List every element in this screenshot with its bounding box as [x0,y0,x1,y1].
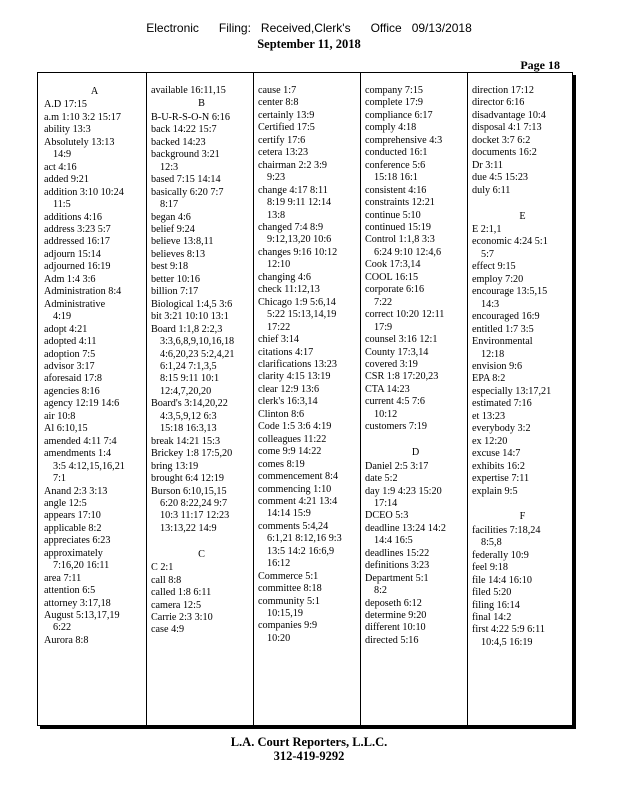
index-entry: A.D 17:15 [44,99,88,111]
section-letter: B [198,98,205,110]
index-entry: adjourned 16:19 [44,261,111,273]
index-entry: Cook 17:3,14 [365,259,421,271]
index-entry: changed 7:4 8:9 [258,221,324,233]
filing-stamp: Electronic Filing: Received,Clerk's Office 09/13/2018 [146,21,472,35]
page-number: Page 18 [520,58,560,72]
index-entry: deadline 13:24 14:2 [365,522,446,534]
index-entry: comes 8:19 [258,458,305,470]
index-entry: constraints 12:21 [365,197,435,209]
filing-date: September 11, 2018 [257,37,361,51]
index-entry: Daniel 2:5 3:17 [365,460,429,472]
index-entry: corporate 6:16 [365,284,425,296]
index-entry: director 6:16 [472,97,525,109]
index-entry: based 7:15 14:14 [151,174,221,186]
index-entry: clarity 4:15 13:19 [258,371,331,383]
index-entry: Brickey 1:8 17:5,20 [151,448,233,460]
index-entry: direction 17:12 [472,85,534,96]
index-entry: call 8:8 [151,574,182,586]
index-entry: agency 12:19 14:6 [44,398,120,410]
index-entry: deadlines 15:22 [365,547,430,559]
index-entry: break 14:21 15:3 [151,435,221,447]
index-entry: 12:4,7,20,20 [160,385,212,397]
index-entry: encourage 13:5,15 [472,286,548,298]
index-entry: file 14:4 16:10 [472,574,532,586]
index-entry: called 1:8 6:11 [151,587,212,599]
index-entry: due 4:5 15:23 [472,172,529,184]
index-entry: bit 3:21 10:10 13:1 [151,311,229,323]
index-entry: 6:1,21 8:12,16 9:3 [267,533,342,545]
section-letter: D [411,447,420,459]
index-entry: correct 10:20 12:11 [365,309,445,321]
index-entry: 12:3 [160,161,179,173]
index-entry: continue 5:10 [365,209,421,221]
index-entry: believe 13:8,11 [151,236,214,248]
index-entry: 9:12,13,20 10:6 [267,234,332,246]
index-entry: duly 6:11 [472,184,511,196]
index-entry: 3:5 4:12,15,16,21 [53,460,125,472]
index-entry: 12:18 [481,348,505,360]
index-entry: 17:14 [374,497,398,509]
index-entry: address 3:23 5:7 [44,223,111,235]
index-entry: center 8:8 [258,97,299,109]
index-entry: complete 17:9 [365,97,423,109]
index-entry: entitled 1:7 3:5 [472,323,534,335]
index-entry: estimated 7:16 [472,398,532,410]
index-entry: 5:22 15:13,14,19 [267,309,337,321]
index-entry: billion 7:17 [151,286,199,298]
section-letter: F [519,511,526,523]
index-entry: adoption 7:5 [44,348,96,360]
index-entry: come 9:9 14:22 [258,446,322,458]
index-entry: effect 9:15 [472,261,516,273]
index-entry: chairman 2:2 3:9 [258,159,328,171]
index-entry: 16:12 [267,558,291,570]
index-entry: C 2:1 [151,562,174,574]
index-entry: adopt 4:21 [44,323,88,335]
index-entry: economic 4:24 5:1 [472,236,548,248]
index-entry: Environmental [472,336,533,348]
index-entry: 8:15 9:11 10:1 [160,373,220,385]
index-entry: facilities 7:18,24 [472,524,541,536]
index-entry: camera 12:5 [151,599,202,611]
index-entry: 10:20 [267,632,291,644]
index-entry: angle 12:5 [44,497,87,509]
index-entry: Chicago 1:9 5:6,14 [258,296,336,308]
index-entry: believes 8:13 [151,248,206,260]
index-entry: 10:4,5 16:19 [481,636,533,648]
index-entry: 17:22 [267,321,291,333]
index-entry: aforesaid 17:8 [44,373,102,385]
index-entry: Al 6:10,15 [44,423,88,435]
index-entry: ex 12:20 [472,435,508,447]
index-entry: 7:16,20 16:11 [53,560,110,572]
index-entry: 6:24 9:10 12:4,6 [374,246,442,258]
index-entry: determine 9:20 [365,610,427,622]
index-entry: area 7:11 [44,572,82,584]
index-entry: back 14:22 15:7 [151,124,217,136]
index-entry: 7:1 [53,473,67,485]
index-entry: commencement 8:4 [258,471,339,483]
index-entry: 8:17 [160,199,179,211]
column-divider [360,73,361,725]
index-entry: expertise 7:11 [472,473,530,485]
index-entry: 14:14 15:9 [267,508,311,520]
index-entry: cetera 13:23 [258,147,309,159]
index-entry: encouraged 16:9 [472,311,540,323]
index-entry: 14:9 [53,149,72,161]
index-entry: 13:8 [267,209,286,221]
index-entry: added 9:21 [44,174,89,186]
index-entry: feel 9:18 [472,562,508,574]
index-entry: clear 12:9 13:6 [258,383,320,395]
index-entry: Absolutely 13:13 [44,136,115,148]
index-entry: EPA 8:2 [472,373,506,385]
index-entry: a.m 1:10 3:2 15:17 [44,111,121,123]
index-entry: disadvantage 10:4 [472,109,546,121]
index-entry: date 5:2 [365,473,398,485]
index-column-1 [44,85,145,715]
index-entry: appreciates 6:23 [44,535,111,547]
index-entry: addressed 16:17 [44,236,110,248]
index-entry: backed 14:23 [151,136,206,148]
index-entry: Certified 17:5 [258,122,315,134]
index-entry: changes 9:16 10:12 [258,246,338,258]
index-entry: disposal 4:1 7:13 [472,122,542,134]
index-entry: commencing 1:10 [258,483,332,495]
index-entry: amended 4:11 7:4 [44,435,117,447]
index-entry: 4:6,20,23 5:2,4,21 [160,348,235,360]
index-entry: agencies 8:16 [44,385,100,397]
index-entry: Burson 6:10,15,15 [151,485,227,497]
index-entry [472,197,573,209]
index-entry: case 4:9 [151,624,185,636]
index-entry: filing 16:14 [472,599,520,611]
index-entry: 17:9 [374,321,393,333]
index-entry: exhibits 16:2 [472,460,525,472]
index-entry: company 7:15 [365,85,424,96]
index-entry: 6:20 8:22,24 9:7 [160,497,228,509]
index-entry: 5:7 [481,248,495,260]
index-entry: documents 16:2 [472,147,537,159]
index-entry: approximately [44,547,103,559]
index-entry: 7:22 [374,296,393,308]
index-entry: CSR 1:8 17:20,23 [365,371,439,383]
index-entry: check 11:12,13 [258,284,320,296]
index-entry: better 10:16 [151,273,200,285]
index-entry: counsel 3:16 12:1 [365,334,438,346]
index-entry: County 17:3,14 [365,346,429,358]
index-entry: Biological 1:4,5 3:6 [151,298,233,310]
section-letter: A [90,86,99,97]
index-entry: advisor 3:17 [44,360,95,372]
index-entry: filed 5:20 [472,587,512,599]
index-entry: additions 4:16 [44,211,103,223]
index-entry: available 16:11,15 [151,85,226,96]
index-entry: 9:23 [267,172,286,184]
reporter-phone: 312-419-9292 [273,749,345,763]
index-entry: Dr 3:11 [472,159,504,171]
index-entry: 8:19 9:11 12:14 [267,197,332,209]
index-entry: E 2:1,1 [472,223,502,235]
index-entry: definitions 3:23 [365,560,430,572]
index-entry: envision 9:6 [472,360,523,372]
index-entry: final 14:2 [472,612,512,624]
index-column-5 [472,85,573,715]
index-entry: 13:13,22 14:9 [160,522,217,534]
index-entry: 15:18 16:3,13 [160,423,217,435]
index-entry: especially 13:17,21 [472,385,552,397]
index-entry: compliance 6:17 [365,109,433,121]
index-entry: conference 5:6 [365,159,426,171]
index-entry: 12:10 [267,259,291,271]
index-entry: 11:5 [53,199,71,211]
index-entry: 4:19 [53,311,72,323]
index-entry: changing 4:6 [258,271,311,283]
index-entry: certainly 13:9 [258,109,315,121]
index-entry: CTA 14:23 [365,383,410,395]
index-entry: Administration 8:4 [44,286,122,298]
index-column-2 [151,85,252,715]
index-entry: certify 17:6 [258,134,306,146]
index-entry: et 13:23 [472,410,506,422]
index-entry: 4:3,5,9,12 6:3 [160,410,217,422]
index-entry: ability 13:3 [44,124,91,136]
section-letter: E [519,210,526,222]
word-index-box [37,72,573,726]
index-entry: comprehensive 4:3 [365,134,443,146]
index-entry: change 4:17 8:11 [258,184,328,196]
index-entry: 14:4 16:5 [374,535,413,547]
index-entry: chief 3:14 [258,334,300,346]
index-entry: 10:3 11:17 12:23 [160,510,230,522]
index-entry: basically 6:20 7:7 [151,186,224,198]
column-divider [253,73,254,725]
column-divider [146,73,147,725]
index-entry: DCEO 5:3 [365,510,409,522]
index-entry: amendments 1:4 [44,448,112,460]
index-entry: conducted 16:1 [365,147,428,159]
index-entry: committee 8:18 [258,583,322,595]
index-entry: Board 1:1,8 2:2,3 [151,323,223,335]
index-entry: appears 17:10 [44,510,101,522]
index-entry: current 4:5 7:6 [365,396,425,408]
index-entry: directed 5:16 [365,634,419,646]
index-entry: clarifications 13:23 [258,358,337,370]
index-entry: excuse 14:7 [472,448,521,460]
index-entry: companies 9:9 [258,620,318,632]
index-entry: background 3:21 [151,149,220,161]
index-entry: Commerce 5:1 [258,570,319,582]
index-entry: COOL 16:15 [365,271,419,283]
index-entry: different 10:10 [365,622,426,634]
index-entry: August 5:13,17,19 [44,610,120,622]
index-entry: Clinton 8:6 [258,408,305,420]
index-entry: employ 7:20 [472,273,524,285]
index-entry: 14:3 [481,298,500,310]
index-entry: citations 4:17 [258,346,314,358]
index-entry: brought 6:4 12:19 [151,473,225,485]
index-entry: first 4:22 5:9 6:11 [472,624,545,636]
index-entry: 3:3,6,8,9,10,16,18 [160,336,235,348]
index-entry: customers 7:19 [365,421,427,433]
index-entry: bring 13:19 [151,460,199,472]
index-entry: explain 9:5 [472,485,518,497]
index-entry: Anand 2:3 3:13 [44,485,108,497]
index-entry: federally 10:9 [472,549,529,561]
reporter-name: L.A. Court Reporters, L.L.C. [230,735,388,749]
section-letter: C [198,548,205,560]
index-entry: covered 3:19 [365,358,418,370]
column-divider [467,73,468,725]
index-entry: Aurora 8:8 [44,634,89,646]
index-entry: adjourn 15:14 [44,248,101,260]
index-entry: applicable 8:2 [44,522,102,534]
index-entry: 6:1,24 7:1,3,5 [160,360,217,372]
index-entry: addition 3:10 10:24 [44,186,124,198]
index-entry: Adm 1:4 3:6 [44,273,96,285]
reporter-footer [0,735,618,763]
index-entry: community 5:1 [258,595,320,607]
index-entry: day 1:9 4:23 15:20 [365,485,442,497]
index-entry: comments 5:4,24 [258,520,329,532]
index-entry: continued 15:19 [365,221,431,233]
index-entry: everybody 3:2 [472,423,531,435]
index-entry: Code 1:5 3:6 4:19 [258,421,332,433]
index-entry: colleagues 11:22 [258,433,327,445]
index-entry: belief 9:24 [151,223,195,235]
index-entry: act 4:16 [44,161,77,173]
index-entry: B-U-R-S-O-N 6:16 [151,111,230,123]
index-entry: attention 6:5 [44,585,96,597]
index-column-3 [258,85,359,715]
index-entry: docket 3:7 6:2 [472,134,531,146]
index-entry: adopted 4:11 [44,336,97,348]
index-entry: 6:22 [53,622,72,634]
index-entry: comment 4:21 13:4 [258,495,338,507]
index-entry: 13:5 14:2 16:6,9 [267,545,335,557]
index-entry: comply 4:18 [365,122,417,134]
index-entry: 8:2 [374,585,388,597]
index-entry: Administrative [44,298,106,310]
index-entry [151,535,252,547]
index-entry: 8:5,8 [481,537,502,549]
index-entry: best 9:18 [151,261,189,273]
index-entry: Board's 3:14,20,22 [151,398,228,410]
index-entry: began 4:6 [151,211,191,223]
index-entry: clerk's 16:3,14 [258,396,318,408]
index-entry: air 10:8 [44,410,76,422]
index-entry: attorney 3:17,18 [44,597,111,609]
index-entry: 15:18 16:1 [374,172,418,184]
index-entry: 10:12 [374,408,398,420]
index-entry: consistent 4:16 [365,184,427,196]
index-entry [365,434,466,446]
index-entry: Department 5:1 [365,572,429,584]
index-entry: Carrie 2:3 3:10 [151,612,213,624]
index-entry: 10:15,19 [267,608,303,620]
index-column-4 [365,85,466,715]
index-entry [472,498,573,510]
index-entry: Control 1:1,8 3:3 [365,234,435,246]
index-entry: deposeth 6:12 [365,597,422,609]
index-entry: cause 1:7 [258,85,297,96]
